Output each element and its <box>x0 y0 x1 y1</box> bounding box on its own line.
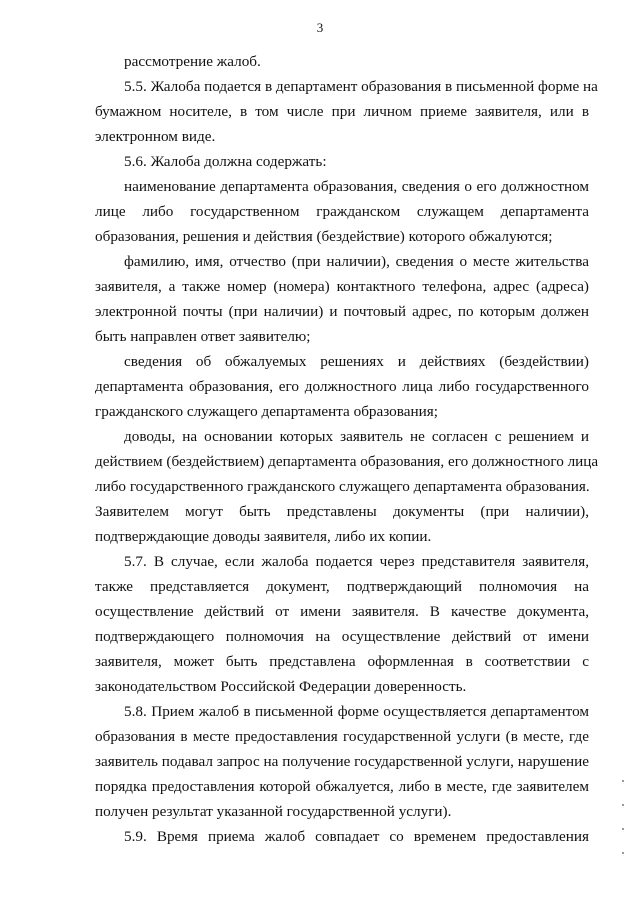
text-line: лице либо государственном гражданском служащем департамента <box>95 203 589 220</box>
paragraph <box>95 424 599 549</box>
text-line: департамента образования, его должностного лица либо государственного <box>95 378 589 395</box>
document-body <box>95 49 599 849</box>
text-line: 5.7. В случае, если жалоба подается через представителя заявителя, <box>124 553 589 570</box>
text-line: сведения об обжалуемых решениях и действиях (бездействии) <box>124 353 589 370</box>
text-line: порядка предоставления которой обжалуется, либо в месте, где заявителем <box>95 778 589 795</box>
text-line: 5.9. Время приема жалоб совпадает со временем предоставления <box>124 828 589 845</box>
text-line: электронной почты (при наличии) и почтовый адрес, по которым должен <box>95 303 589 320</box>
scan-edge-marks <box>622 780 626 890</box>
text-line: доводы, на основании которых заявитель не согласен с решением и <box>124 428 589 445</box>
paragraph <box>95 174 589 249</box>
text-line: заявителя, а также номер (номера) контактного телефона, адрес (адреса) <box>95 278 589 295</box>
text-line: фамилию, имя, отчество (при наличии), сведения о месте жительства <box>124 253 589 270</box>
text-line: осуществление действий от имени заявителя. В качестве документа, <box>95 603 589 620</box>
text-line: гражданского служащего департамента образования; <box>95 403 438 420</box>
paragraph <box>95 824 589 849</box>
paragraph <box>95 549 589 699</box>
text-line: образования, решения и действия (бездействие) которого обжалуются; <box>95 228 553 245</box>
text-line: 5.5. Жалоба подается в департамент образования в письменной форме на <box>124 78 598 95</box>
text-line: либо государственного гражданского служащего департамента образования. <box>95 478 590 495</box>
text-line: электронном виде. <box>95 128 216 145</box>
text-line: 5.6. Жалоба должна содержать: <box>124 153 327 170</box>
text-line: подтверждающие доводы заявителя, либо их копии. <box>95 528 432 545</box>
paragraph <box>95 149 589 174</box>
paragraph <box>95 249 589 349</box>
text-line: получен результат указанной государственной услуги). <box>95 803 452 820</box>
text-line: также представляется документ, подтверждающий полномочия на <box>95 578 589 595</box>
paragraph <box>95 49 589 74</box>
text-line: бумажном носителе, в том числе при личном приеме заявителя, или в <box>95 103 589 120</box>
text-line: действием (бездействием) департамента образования, его должностного лица <box>95 453 599 470</box>
text-line: Заявителем могут быть представлены документы (при наличии), <box>95 503 589 520</box>
text-line: образования в месте предоставления государственной услуги (в месте, где <box>95 728 589 745</box>
text-line: быть направлен ответ заявителю; <box>95 328 311 345</box>
text-line: подтверждающего полномочия на осуществление действий от имени <box>95 628 589 645</box>
text-line: 5.8. Прием жалоб в письменной форме осуществляется департаментом <box>124 703 589 720</box>
text-line: заявитель подавал запрос на получение государственной услуги, нарушение <box>95 753 589 770</box>
text-line: заявителя, может быть представлена оформленная в соответствии с <box>95 653 589 670</box>
paragraph <box>95 349 589 424</box>
page-number: 3 <box>316 20 324 35</box>
text-line: законодательством Российской Федерации доверенность. <box>95 678 467 695</box>
text-line: рассмотрение жалоб. <box>124 53 261 70</box>
paragraph <box>95 74 598 149</box>
text-line: наименование департамента образования, сведения о его должностном <box>124 178 589 195</box>
paragraph <box>95 699 589 824</box>
